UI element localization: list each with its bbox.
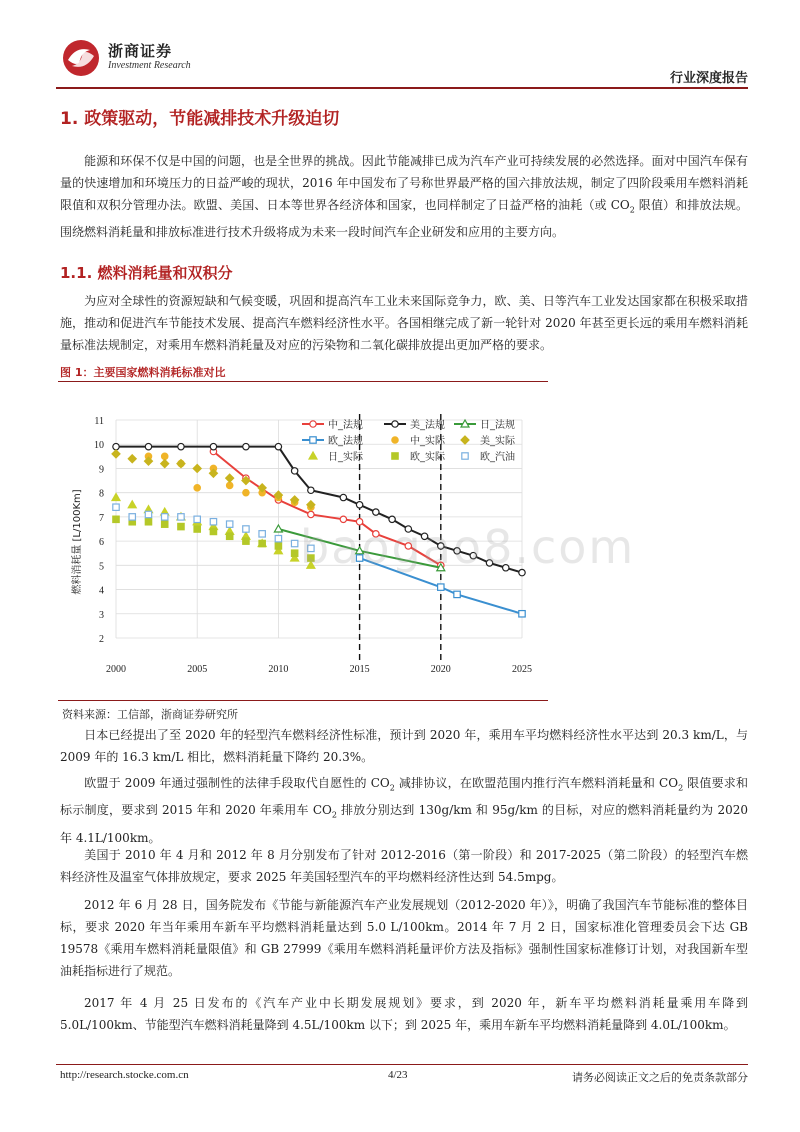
data-point bbox=[177, 460, 185, 468]
legend-label: 美_法规 bbox=[410, 420, 445, 431]
data-point bbox=[113, 443, 119, 449]
data-point bbox=[112, 450, 120, 458]
data-point bbox=[392, 453, 398, 459]
x-tick-label: 2015 bbox=[349, 664, 370, 675]
paragraph-eu-text-d: 排放分别达到 130g/km 和 95g/km 的目标，对应的燃料消耗量约为 2020 年 4.1L/100km。 bbox=[60, 803, 748, 845]
data-point bbox=[128, 455, 136, 463]
paragraph-japan-text: 日本已经提出了至 2020 年的轻型汽车燃料经济性标准，预计到 2020 年，乘用车平均燃料经济性水平达到 20.3 km/L，与 2009 年的 16.3 km/L 相比，燃料消耗量下降约 20.3%。 bbox=[60, 728, 748, 764]
data-point bbox=[392, 437, 398, 443]
data-point bbox=[340, 494, 346, 500]
data-point bbox=[112, 494, 120, 501]
footer-url-link[interactable]: http://research.stocke.com.cn bbox=[60, 1069, 189, 1081]
data-point bbox=[145, 519, 151, 525]
footer-divider bbox=[56, 1064, 748, 1065]
data-point bbox=[194, 485, 200, 491]
legend-label: 中_法规 bbox=[328, 420, 363, 431]
legend-label: 日_实际 bbox=[328, 452, 363, 463]
data-point bbox=[162, 514, 168, 520]
y-tick-label: 11 bbox=[94, 416, 104, 427]
data-point bbox=[454, 591, 460, 597]
data-point bbox=[259, 531, 265, 537]
paragraph-us bbox=[60, 844, 748, 888]
x-tick-label: 2010 bbox=[268, 664, 289, 675]
data-point bbox=[178, 443, 184, 449]
report-type-label: 行业深度报告 bbox=[669, 71, 748, 86]
data-point bbox=[162, 521, 168, 527]
data-point bbox=[275, 543, 281, 549]
co2-subscript: 2 bbox=[629, 205, 635, 215]
data-point bbox=[275, 535, 281, 541]
watermark-text: baogao8.com bbox=[300, 520, 636, 574]
legend-item bbox=[309, 451, 364, 463]
legend-label: 欧_法规 bbox=[328, 436, 363, 447]
page-number: 4/23 bbox=[388, 1069, 408, 1081]
disclaimer-note: 请务必阅读正文之后的免责条款部分 bbox=[572, 1071, 748, 1084]
y-tick-label: 4 bbox=[99, 585, 104, 597]
data-point bbox=[243, 526, 249, 532]
figure-top-rule bbox=[58, 381, 548, 382]
y-axis-label: 燃料消耗量 [L/100Km] bbox=[72, 489, 83, 595]
data-point bbox=[291, 550, 297, 556]
data-point bbox=[310, 437, 316, 443]
subsection-paragraph bbox=[60, 290, 748, 356]
subsection-text: 为应对全球性的资源短缺和气候变暖，巩固和提高汽车工业未来国际竞争力，欧、美、日等汽车工业发达国家都在积极采取措施，推动和促进汽车节能技术发展、提高汽车燃料经济性水平。各国相继完成了新一轮针对 2020 年甚至更长远的乘用车燃料消耗量标准法规制定，对乘用车燃料消耗量及对应的污染物和二氧化碳排放提出更加严格的要求。 bbox=[60, 294, 748, 352]
paragraph-china-2017 bbox=[60, 992, 748, 1036]
data-point bbox=[210, 519, 216, 525]
data-point bbox=[226, 474, 234, 482]
data-point bbox=[210, 528, 216, 534]
data-point bbox=[145, 511, 151, 517]
subsection-heading: 1.1. 燃料消耗量和双积分 bbox=[60, 264, 233, 282]
legend-label: 日_法规 bbox=[480, 420, 515, 431]
intro-paragraph bbox=[60, 150, 748, 243]
data-point bbox=[310, 421, 316, 427]
paragraph-china-2012-text: 2012 年 6 月 28 日，国务院发布《节能与新能源汽车产业发展规划（2012-2020 年）》，明确了我国汽车节能标准的整体目标，要求 2020 年当年乘用车新车平均燃料消耗量达到 5.0 L/100km。2014 年 7 月 2 日，国家标准化管理委员会下达 GB 19578《乘用车燃料消耗量限值》和 GB 27999《乘用车燃料消耗量评价方法及指标》强制性国家标准修订计划，对我国新车型油耗指标进行了规范。 bbox=[60, 898, 748, 978]
co2-subscript: 2 bbox=[331, 810, 337, 820]
data-point bbox=[356, 502, 362, 508]
x-tick-label: 2000 bbox=[106, 664, 126, 675]
page-header bbox=[0, 0, 800, 92]
data-point bbox=[275, 443, 281, 449]
legend-label: 美_实际 bbox=[480, 436, 515, 447]
data-point bbox=[519, 611, 525, 617]
y-tick-label: 5 bbox=[99, 561, 104, 573]
y-tick-label: 6 bbox=[99, 537, 104, 549]
legend-label: 欧_实际 bbox=[410, 452, 445, 463]
data-point bbox=[291, 468, 297, 474]
paragraph-us-text: 美国于 2010 年 4 月和 2012 年 8 月分别发布了针对 2012-2016（第一阶段）和 2017-2025（第二阶段）的轻型汽车燃料经济性及温室气体排放规定，要求 2025 年美国轻型汽车的平均燃料经济性达到 54.5mpg。 bbox=[60, 848, 748, 884]
data-point bbox=[113, 516, 119, 522]
data-point bbox=[178, 523, 184, 529]
data-point bbox=[438, 584, 444, 590]
data-point bbox=[373, 509, 379, 515]
data-point bbox=[291, 540, 297, 546]
chart-legend bbox=[302, 418, 516, 463]
data-point bbox=[243, 443, 249, 449]
co2-subscript: 2 bbox=[678, 783, 684, 793]
x-tick-label: 2020 bbox=[430, 664, 451, 675]
data-point bbox=[243, 538, 249, 544]
data-point bbox=[259, 540, 265, 546]
legend-item bbox=[392, 434, 446, 447]
data-point bbox=[274, 525, 282, 532]
data-point bbox=[178, 514, 184, 520]
section-heading: 1. 政策驱动，节能减排技术升级迫切 bbox=[60, 109, 340, 129]
data-point bbox=[145, 443, 151, 449]
data-point bbox=[161, 460, 169, 468]
intro-text-b: 限值）和排放法规。围绕燃料消耗量和排放标准进行技术升级将成为未来一段时间汽车企业研发和应用的主要方向。 bbox=[60, 198, 748, 240]
paragraph-eu bbox=[60, 772, 748, 849]
y-tick-label: 2 bbox=[99, 634, 104, 645]
logo-english-name: Investment Research bbox=[108, 60, 191, 71]
x-tick-label: 2025 bbox=[512, 664, 532, 675]
paragraph-china-2012 bbox=[60, 894, 748, 982]
data-point bbox=[462, 453, 468, 459]
legend-label: 欧_汽油 bbox=[480, 452, 515, 463]
figure-title: 图 1：主要国家燃料消耗标准对比 bbox=[60, 366, 226, 379]
data-point bbox=[226, 482, 232, 488]
data-point bbox=[226, 521, 232, 527]
y-tick-label: 8 bbox=[99, 488, 104, 500]
figure-bottom-rule bbox=[58, 700, 548, 701]
data-point bbox=[194, 516, 200, 522]
data-point bbox=[226, 533, 232, 539]
paragraph-eu-text-a: 欧盟于 2009 年通过强制性的法律手段取代自愿性的 CO bbox=[84, 776, 390, 790]
series-美_实际 bbox=[112, 450, 315, 509]
y-tick-label: 9 bbox=[99, 464, 104, 476]
x-tick-label: 2005 bbox=[187, 664, 208, 675]
legend-item bbox=[392, 450, 446, 463]
paragraph-china-2017-text: 2017 年 4 月 25 日发布的《汽车产业中长期发展规划》要求，到 2020 年，新车平均燃料消耗量乘用车降到 5.0L/100km、节能型汽车燃料消耗量降到 4.5L/100km 以下；到 2025 年，乘用车新车平均燃料消耗量降到 4.0L/100km。 bbox=[60, 996, 748, 1032]
data-point bbox=[128, 501, 136, 508]
data-point bbox=[308, 511, 314, 517]
company-logo bbox=[60, 38, 200, 78]
data-point bbox=[113, 504, 119, 510]
data-point bbox=[308, 487, 314, 493]
data-point bbox=[243, 489, 249, 495]
y-tick-label: 10 bbox=[94, 440, 104, 452]
data-point bbox=[392, 421, 398, 427]
header-divider bbox=[56, 87, 748, 89]
data-point bbox=[194, 526, 200, 532]
data-point bbox=[193, 464, 201, 472]
data-point bbox=[210, 443, 216, 449]
data-point bbox=[129, 514, 135, 520]
y-tick-label: 3 bbox=[99, 609, 104, 621]
logo-chinese-name: 浙商证券 bbox=[108, 42, 173, 60]
figure-source: 资料来源：工信部，浙商证券研究所 bbox=[62, 708, 238, 721]
legend-item bbox=[302, 434, 363, 447]
intro-text-a: 能源和环保不仅是中国的问题，也是全世界的挑战。因此节能减排已成为汽车产业可持续发展的必然选择。面对中国汽车保有量的快速增加和环境压力的日益严峻的现状，2016 年中国发布了号称世界最严格的国六排放法规，制定了四阶段乘用车燃料消耗限值和双积分管理办法。欧盟、美国、日本等世界各经济体和国家，也同样制定了日益严格的油耗（或 CO bbox=[60, 154, 748, 212]
y-tick-label: 7 bbox=[99, 512, 104, 524]
paragraph-eu-text-b: 减排协议，在欧盟范围内推行汽车燃料消耗量和 CO bbox=[394, 776, 679, 790]
data-point bbox=[461, 436, 469, 444]
paragraph-eu-text-c: 限值要求和标示制度，要求到 2015 年和 2020 年乘用车 CO bbox=[60, 776, 748, 818]
co2-subscript: 2 bbox=[389, 783, 395, 793]
paragraph-japan bbox=[60, 724, 748, 768]
legend-item bbox=[462, 450, 515, 463]
data-point bbox=[309, 452, 317, 459]
legend-label: 中_实际 bbox=[410, 436, 445, 447]
data-point bbox=[162, 453, 168, 459]
legend-item bbox=[461, 434, 516, 447]
logo-mark-icon bbox=[60, 38, 102, 78]
